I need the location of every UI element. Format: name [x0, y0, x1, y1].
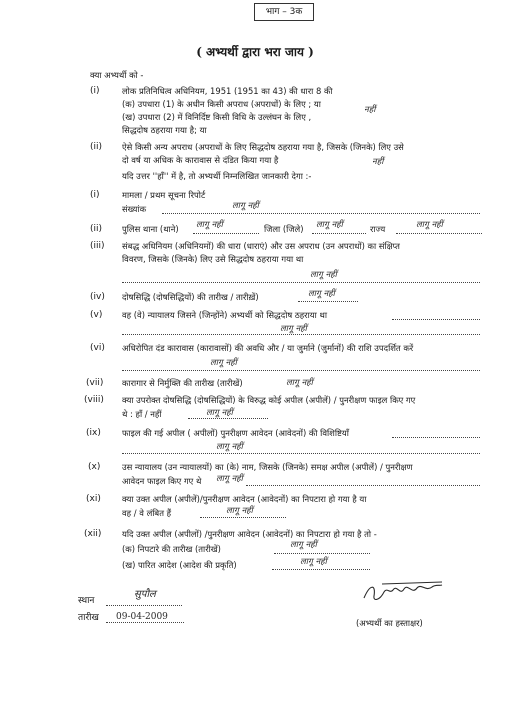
answer-q2-police: लागू नहीं	[196, 220, 223, 230]
answer-i: नहीं	[364, 105, 376, 115]
q2-number: (ii)	[90, 224, 103, 234]
form-title: ( अभ्यर्थी द्वारा भरा जाय )	[196, 45, 314, 59]
item-ii-line1: ऐसे किसी अन्य अपराध (अपराधों के लिए सिद्धदोष ठहराया गया है, जिसके (जिनके) लिए उसे	[122, 142, 404, 152]
answer-q7: लागू नहीं	[286, 378, 313, 388]
q2-district-label: जिला (जिले)	[264, 224, 304, 234]
item-i-line3: (ख) उपधारा (2) में विनिर्दिष्ट किसी विधि के उल्लंघन के लिए ,	[122, 112, 312, 122]
item-ii-number: (ii)	[90, 142, 103, 152]
answer-q4: लागू नहीं	[308, 289, 335, 299]
item-i-number: (i)	[90, 86, 100, 96]
answer-q1: लागू नहीं	[232, 201, 259, 211]
date-value: 09-04-2009	[116, 612, 168, 622]
q8-line2: थे : हाँ / नहीं	[122, 409, 162, 419]
item-i-line1: लोक प्रतिनिधित्व अधिनियम, 1951 (1951 का 43) की धारा 8 की	[122, 86, 333, 96]
q12-order-label: (ख) पारित आदेश (आदेश की प्रकृति)	[122, 560, 237, 570]
q1-line2: संख्यांक	[122, 204, 147, 214]
q9-text: फाइल की गई अपील ( अपीलों) पुनरीक्षण आवेदन (आवेदनों) की विशिष्टियाँ	[122, 428, 349, 438]
item-ii-line3: यदि उत्तर ''हाँ'' में है, तो अभ्यर्थी निम्नलिखित जानकारी देगा :-	[122, 171, 312, 181]
q3-number: (iii)	[90, 241, 105, 251]
answer-q3: लागू नहीं	[310, 270, 337, 280]
q9-number: (ix)	[86, 428, 101, 438]
q11-number: (xi)	[86, 494, 101, 504]
q10-line1: उस न्यायालय (उन न्यायालयों) का (के) नाम, जिसके (जिनके) समक्ष अपील (अपीलें) / पुनरीक्षण	[122, 462, 413, 472]
q8-line1: क्या उपरोक्त दोषसिद्धि (दोषसिद्धियों) के विरुद्ध कोई अपील (अपीलें) / पुनरीक्षण फाइल किए गए	[122, 395, 416, 405]
q1-line1: मामला / प्रथम सूचना रिपोर्ट	[122, 190, 206, 200]
answer-q8: लागू नहीं	[206, 408, 233, 418]
q11-line2: वह / वे लंबित हैं	[122, 508, 172, 518]
item-i-line4: सिद्धदोष ठहराया गया है; या	[122, 125, 207, 135]
q5-text: वह (वे) न्यायालय जिसने (जिन्होंने) अभ्यर्थी को सिद्धदोष ठहराया था	[122, 310, 327, 320]
answer-q5: लागू नहीं	[280, 324, 307, 334]
q12-line1: यदि उक्त अपील (अपीलों) /पुनरीक्षण आवेदन (आवेदनों) का निपटारा हो गया है तो -	[122, 529, 377, 539]
q10-number: (x)	[88, 462, 101, 472]
q7-number: (vii)	[86, 378, 104, 388]
q6-text: अधिरोपित दंड कारावास (कारावासों) की अवधि और / या जुर्माने (जुर्मानों) की राशि उपदर्शित करें	[122, 343, 414, 353]
q3-line1: संबद्ध अधिनियम (अधिनियमों) की धारा (धाराएं) और उस अपराध (उन अपराधों) का संक्षिप्त	[122, 241, 400, 251]
q3-line2: विवरण, जिसके (जिनके) लिए उसे सिद्धदोष ठहराया गया था	[122, 254, 304, 264]
item-ii-line2: दो वर्ष या अधिक के कारावास से दंडित किया गया है	[122, 155, 279, 165]
candidate-signature	[360, 580, 445, 606]
answer-q6: लागू नहीं	[210, 358, 237, 368]
answer-q9: लागू नहीं	[216, 442, 243, 452]
part-badge: भाग – 3क	[254, 3, 314, 21]
answer-q12-date: लागू नहीं	[290, 540, 317, 550]
q2-state-label: राज्य	[370, 224, 386, 234]
answer-q11: लागू नहीं	[226, 506, 253, 516]
q10-line2: आवेदन फाइल किए गए थे	[122, 476, 202, 486]
q2-police-label: पुलिस थाना (थाने)	[122, 224, 179, 234]
q4-text: दोषसिद्धि (दोषसिद्धियों) की तारीख / तारीख़ें)	[122, 292, 259, 302]
q8-number: (viii)	[84, 395, 104, 405]
intro-text: क्या अभ्यर्थी को -	[90, 70, 144, 80]
q6-number: (vi)	[90, 343, 105, 353]
q12-date-label: (क) निपटारे की तारीख (तारीखें)	[122, 544, 221, 554]
q11-line1: क्या उक्त अपील (अपीलें)/पुनरीक्षण आवेदन (आवेदनों) का निपटारा हो गया है या	[122, 494, 367, 504]
place-value: सुपौल	[134, 589, 156, 600]
q5-number: (v)	[90, 310, 103, 320]
answer-q2-district: लागू नहीं	[316, 220, 343, 230]
answer-q12-order: लागू नहीं	[300, 557, 327, 567]
item-i-line2: (क) उपधारा (1) के अधीन किसी अपराध (अपराधों) के लिए ; या	[122, 99, 321, 109]
q12-number: (xii)	[84, 529, 102, 539]
place-label: स्थान	[78, 596, 95, 606]
q1-number: (i)	[90, 190, 100, 200]
answer-q10: लागू नहीं	[216, 474, 243, 484]
q4-number: (iv)	[90, 292, 105, 302]
answer-ii: नहीं	[372, 157, 384, 167]
signature-caption: (अभ्यर्थी का हस्ताक्षर)	[356, 618, 423, 628]
date-label: तारीख	[78, 613, 99, 623]
q7-text: कारागार से निर्मुक्ति की तारीख (तारीखें)	[122, 378, 243, 388]
answer-q2-state: लागू नहीं	[416, 220, 443, 230]
